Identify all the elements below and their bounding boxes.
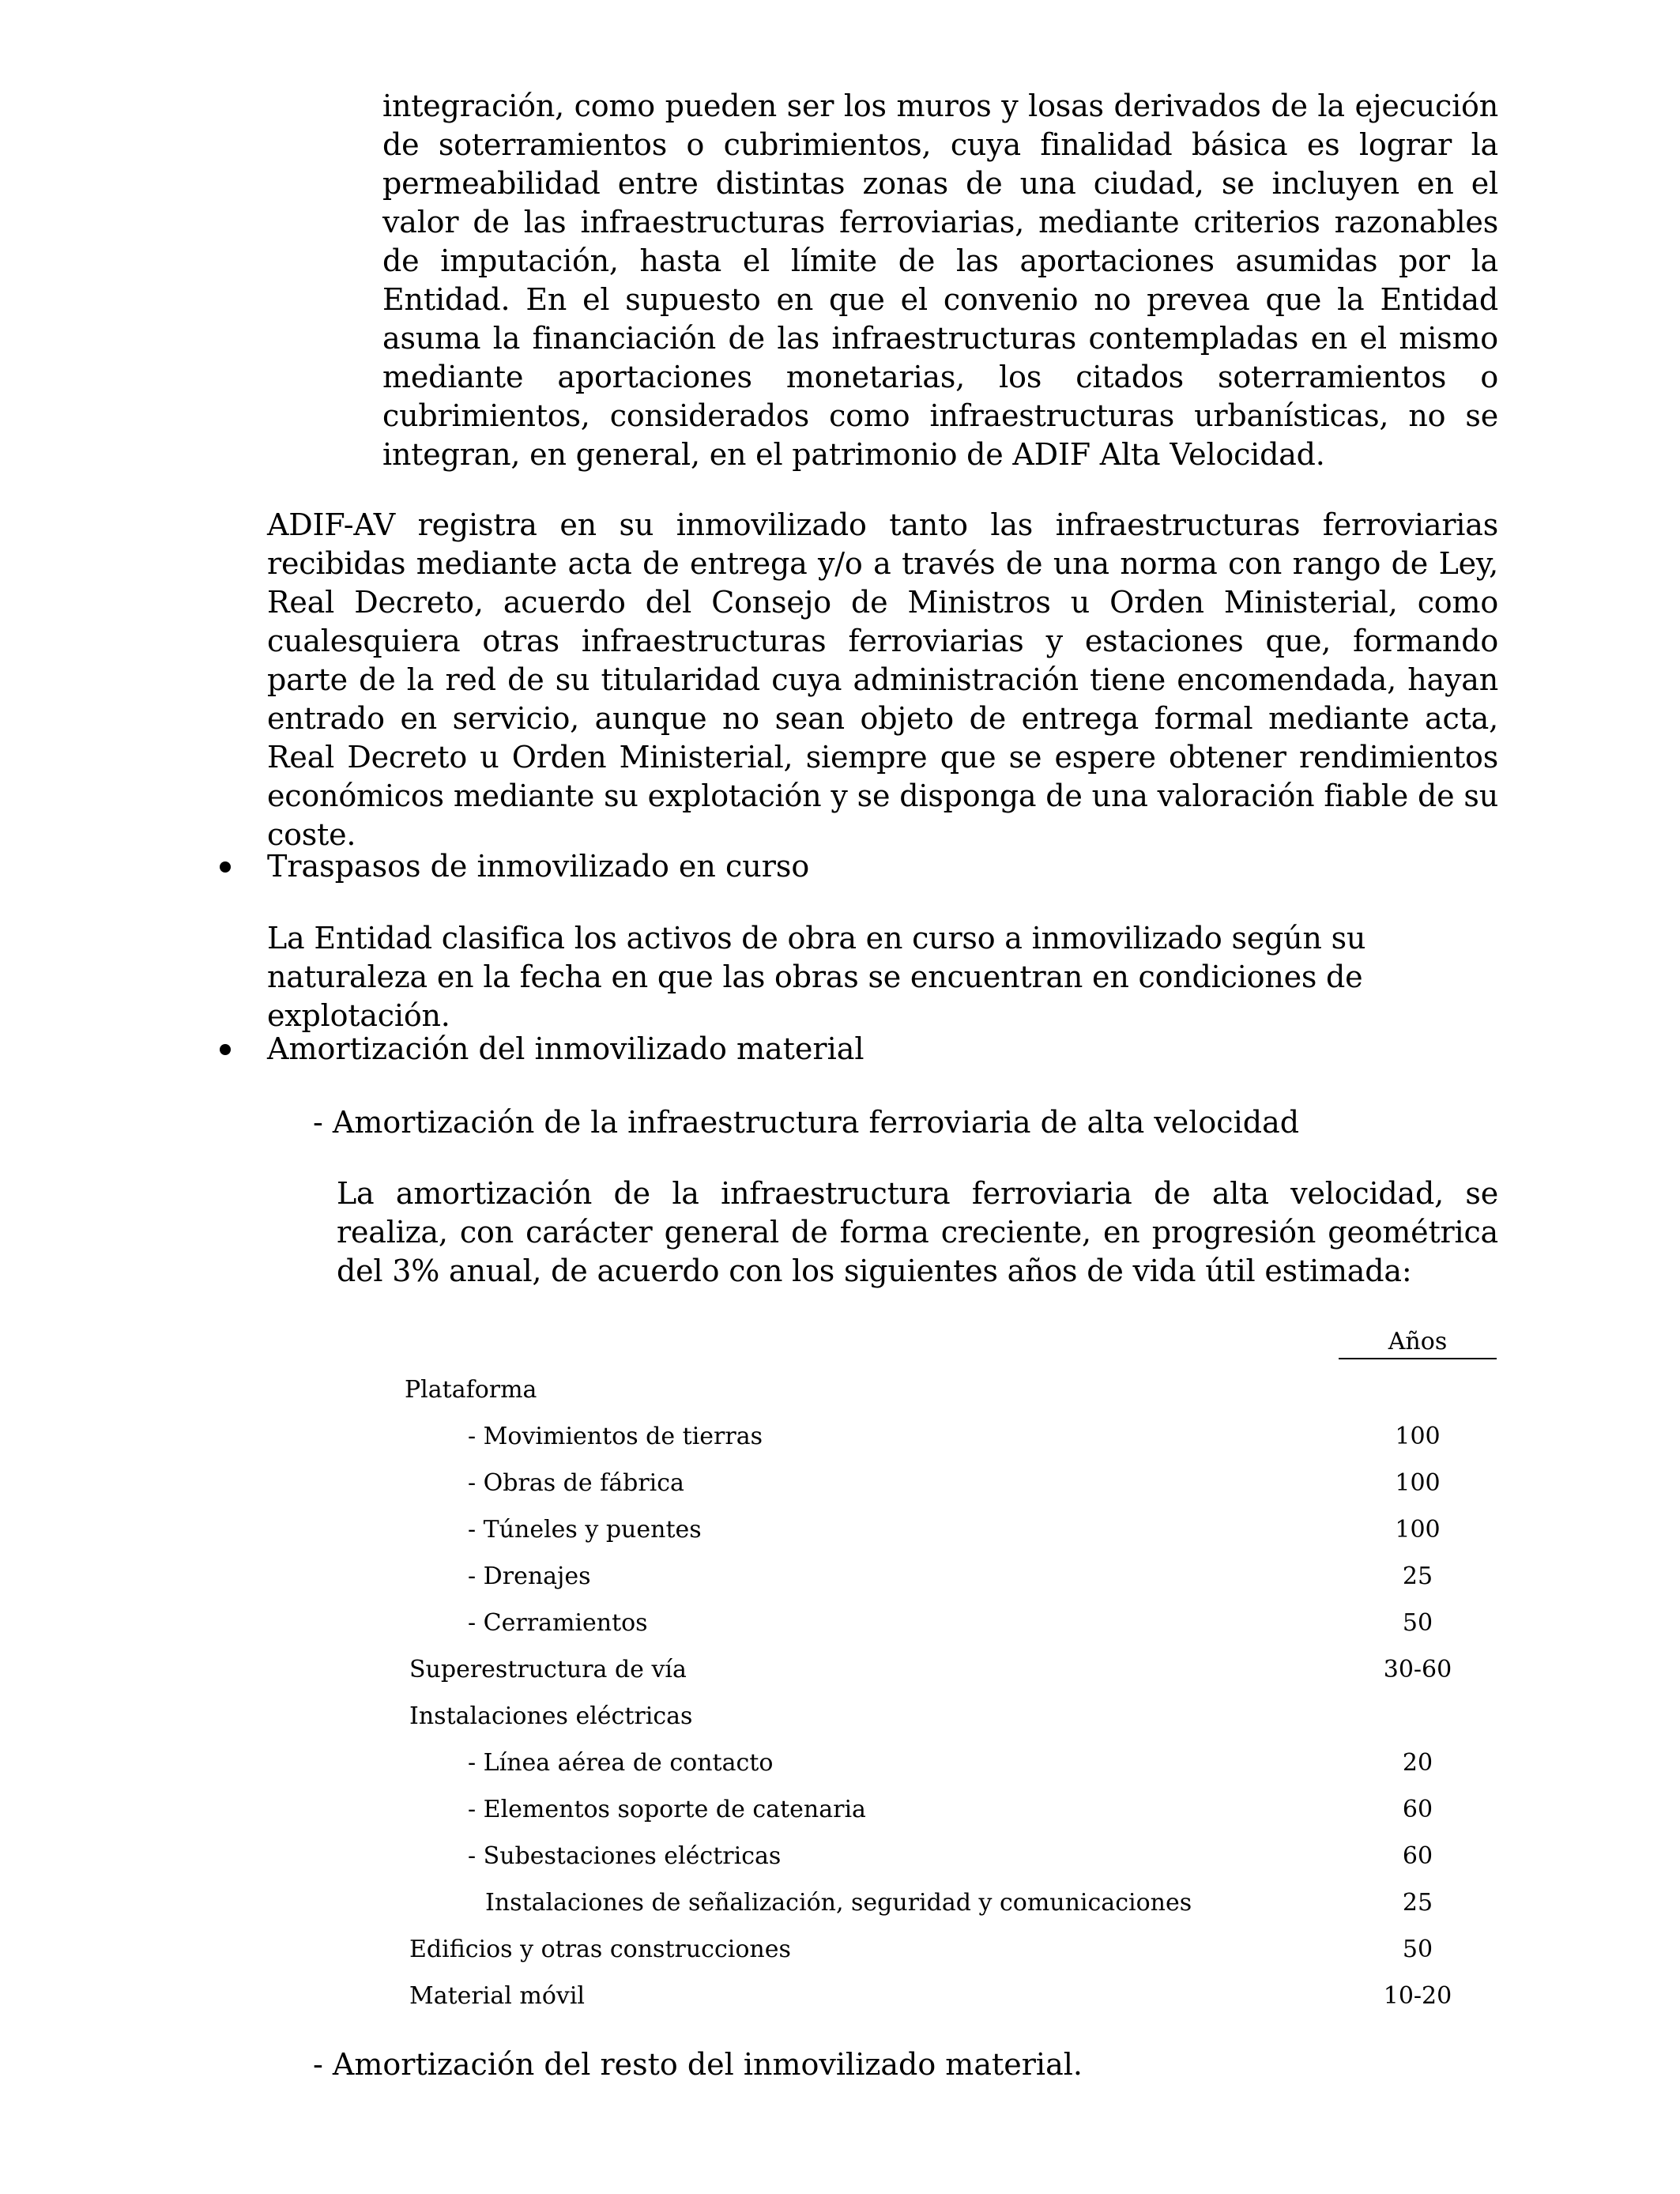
bullet-traspasos-label: Traspasos de inmovilizado en curso [267, 849, 810, 884]
table-row-label: - Obras de fábrica [468, 1469, 684, 1497]
paragraph-amortizacion-realiza: La amortización de la infraestructura ferroviaria de alta velocidad, se realiza, con carácter general de forma creciente, en progresión geométrica del 3% anual, de acuerdo con los siguientes años de vida útil estimada: [337, 1176, 1498, 1288]
table-row-label: Instalaciones eléctricas [409, 1702, 693, 1730]
table-row-value: 25 [1402, 1563, 1433, 1590]
table-row-label: - Elementos soporte de catenaria [468, 1796, 866, 1823]
table-row-label: - Línea aérea de contacto [468, 1749, 774, 1777]
bullet-traspasos [267, 847, 809, 886]
table-row-label: Plataforma [405, 1376, 537, 1404]
subheading-resto-inmovilizado: - Amortización del resto del inmovilizado material. [313, 2047, 1083, 2082]
table-row-value: 100 [1395, 1423, 1441, 1450]
subheading-alta-velocidad: - Amortización de la infraestructura ferroviaria de alta velocidad [313, 1105, 1300, 1140]
bullet-amortizacion-label: Amortización del inmovilizado material [267, 1031, 864, 1066]
bullet-amortizacion [267, 1030, 864, 1069]
table-row-value: 30-60 [1383, 1656, 1452, 1683]
paragraph-integracion: integración, como pueden ser los muros y losas derivados de la ejecución de soterramientos o cubrimientos, cuya finalidad básica es lograr la permeabilidad entre distintas zonas de una ciudad, se incluyen en el valor de las infraestructuras ferroviarias, mediante criterios razonables de imputación, hasta el límite de las aportaciones asumidas por la Entidad. En el supuesto en que el convenio no prevea que la Entidad asuma la financiación de las infraestructuras contempladas en el mismo mediante aportaciones monetarias, los citados soterramientos o cubrimientos, considerados como infraestructuras urbanísticas, no se integran, en general, en el patrimonio de ADIF Alta Velocidad. [382, 89, 1498, 472]
table-row-label: Edificios y otras construcciones [409, 1936, 791, 1963]
table-row-value: 50 [1402, 1609, 1433, 1637]
table-row-value: 100 [1395, 1469, 1441, 1497]
table-row-label: Material móvil [409, 1982, 586, 2010]
table-row-label: - Subestaciones eléctricas [468, 1842, 782, 1870]
table-row-label: - Movimientos de tierras [468, 1423, 763, 1450]
column-header-anos: Años [1339, 1326, 1497, 1359]
table-row-value: 100 [1395, 1516, 1441, 1544]
bullet-dot-icon [220, 861, 231, 873]
paragraph-entidad-clasifica: La Entidad clasifica los activos de obra en curso a inmovilizado según su naturaleza en la fecha en que las obras se encuentran en condiciones de explotación. [267, 921, 1366, 1033]
table-row-value: 10-20 [1383, 1982, 1452, 2010]
table-row-label: - Túneles y puentes [468, 1516, 702, 1544]
table-row-label: Instalaciones de señalización, seguridad y comunicaciones [485, 1889, 1192, 1917]
table-row-value: 60 [1402, 1796, 1433, 1823]
table-row-value: 20 [1402, 1749, 1433, 1777]
table-row-label: - Cerramientos [468, 1609, 648, 1637]
table-row-label: - Drenajes [468, 1563, 591, 1590]
bullet-dot-icon [220, 1044, 231, 1055]
table-row-label: Superestructura de vía [409, 1656, 687, 1683]
table-row-value: 50 [1402, 1936, 1433, 1963]
table-row-value: 60 [1402, 1842, 1433, 1870]
table-row-value: 25 [1402, 1889, 1433, 1917]
paragraph-adif-av-registra: ADIF-AV registra en su inmovilizado tanto las infraestructuras ferroviarias recibidas mediante acta de entrega y/o a través de una norma con rango de Ley, Real Decreto, acuerdo del Consejo de Ministros u Orden Ministerial, como cualesquiera otras infraestructuras ferroviarias y estaciones que, formando parte de la red de su titularidad cuya administración tiene encomendada, hayan entrado en servicio, aunque no sean objeto de entrega formal mediante acta, Real Decreto u Orden Ministerial, siempre que se espere obtener rendimientos económicos mediante su explotación y se disponga de una valoración fiable de su coste. [267, 507, 1498, 852]
